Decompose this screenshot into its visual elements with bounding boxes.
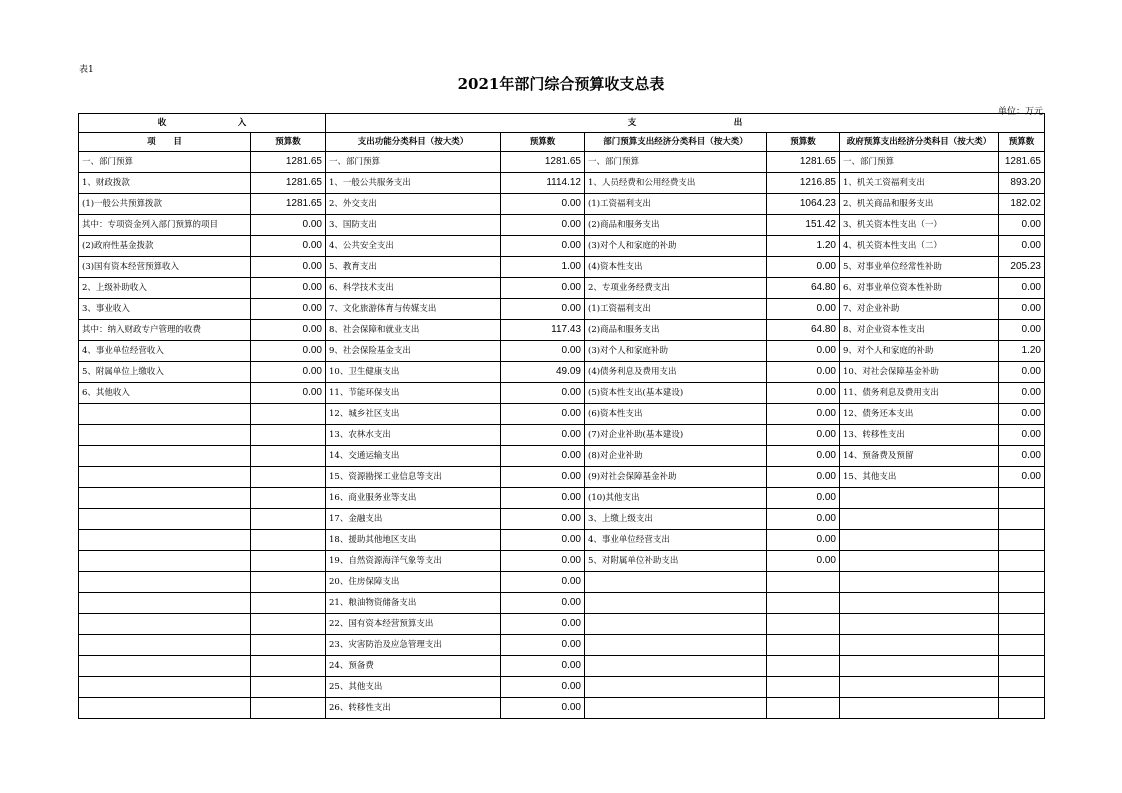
func-item: 16、商业服务业等支出 — [326, 488, 501, 509]
gov-item — [840, 635, 999, 656]
gov-item — [840, 614, 999, 635]
gov-value: 0.00 — [999, 446, 1045, 467]
func-item: 13、农林水支出 — [326, 425, 501, 446]
gov-value — [999, 698, 1045, 719]
col-header-dept-econ-class: 部门预算支出经济分类科目（按大类） — [585, 133, 767, 152]
income-value: 0.00 — [251, 299, 326, 320]
income-item — [79, 677, 251, 698]
income-value — [251, 404, 326, 425]
func-value: 0.00 — [501, 467, 585, 488]
header-row-group — [79, 114, 1045, 133]
gov-item: 3、机关资本性支出（一） — [840, 215, 999, 236]
income-item: 4、事业单位经营收入 — [79, 341, 251, 362]
gov-value: 1281.65 — [999, 152, 1045, 173]
dept-value: 1281.65 — [767, 152, 840, 173]
income-value — [251, 551, 326, 572]
income-item: 3、事业收入 — [79, 299, 251, 320]
table-row — [79, 593, 1045, 614]
income-value: 0.00 — [251, 278, 326, 299]
expense-group-header — [326, 114, 1045, 133]
func-value: 0.00 — [501, 551, 585, 572]
table-row — [79, 194, 1045, 215]
func-item: 14、交通运输支出 — [326, 446, 501, 467]
col-header-func-budget: 预算数 — [501, 133, 585, 152]
gov-item: 11、债务利息及费用支出 — [840, 383, 999, 404]
income-value — [251, 530, 326, 551]
table-row — [79, 341, 1045, 362]
dept-value — [767, 698, 840, 719]
func-item: 15、资源勘探工业信息等支出 — [326, 467, 501, 488]
income-char-1: 收 — [157, 117, 167, 128]
gov-item: 14、预备费及预留 — [840, 446, 999, 467]
func-value: 0.00 — [501, 299, 585, 320]
sheet-id: 表1 — [79, 65, 94, 75]
income-value — [251, 677, 326, 698]
dept-item: 3、上缴上级支出 — [585, 509, 767, 530]
table-row — [79, 698, 1045, 719]
income-item — [79, 551, 251, 572]
func-item: 19、自然资源海洋气象等支出 — [326, 551, 501, 572]
func-value: 0.00 — [501, 341, 585, 362]
dept-value: 1.20 — [767, 236, 840, 257]
func-value: 0.00 — [501, 635, 585, 656]
func-value: 0.00 — [501, 446, 585, 467]
table-row — [79, 152, 1045, 173]
gov-item: 10、对社会保障基金补助 — [840, 362, 999, 383]
gov-value: 0.00 — [999, 320, 1045, 341]
income-group-header — [79, 114, 326, 133]
gov-item: 4、机关资本性支出（二） — [840, 236, 999, 257]
table-row — [79, 215, 1045, 236]
dept-item — [585, 635, 767, 656]
func-value: 0.00 — [501, 614, 585, 635]
gov-item: 一、部门预算 — [840, 152, 999, 173]
col-header-income-budget: 预算数 — [251, 133, 326, 152]
dept-value — [767, 635, 840, 656]
gov-value: 205.23 — [999, 257, 1045, 278]
table-row — [79, 278, 1045, 299]
func-item: 20、住房保障支出 — [326, 572, 501, 593]
income-item: 5、附属单位上缴收入 — [79, 362, 251, 383]
dept-item — [585, 677, 767, 698]
income-value: 1281.65 — [251, 173, 326, 194]
dept-value: 0.00 — [767, 383, 840, 404]
dept-item: (2)商品和服务支出 — [585, 320, 767, 341]
func-value: 0.00 — [501, 383, 585, 404]
table-row — [79, 677, 1045, 698]
dept-item: (1)工资福利支出 — [585, 194, 767, 215]
dept-value — [767, 614, 840, 635]
income-value — [251, 593, 326, 614]
gov-item: 13、转移性支出 — [840, 425, 999, 446]
gov-value: 0.00 — [999, 362, 1045, 383]
dept-item: (7)对企业补助(基本建设) — [585, 425, 767, 446]
func-value: 49.09 — [501, 362, 585, 383]
dept-item: (1)工资福利支出 — [585, 299, 767, 320]
dept-item: (5)资本性支出(基本建设) — [585, 383, 767, 404]
dept-value: 0.00 — [767, 488, 840, 509]
dept-value: 0.00 — [767, 362, 840, 383]
gov-item — [840, 656, 999, 677]
income-value: 0.00 — [251, 362, 326, 383]
gov-value: 0.00 — [999, 299, 1045, 320]
table-row — [79, 656, 1045, 677]
func-item: 26、转移性支出 — [326, 698, 501, 719]
dept-item — [585, 656, 767, 677]
income-item: 一、部门预算 — [79, 152, 251, 173]
dept-item: (8)对企业补助 — [585, 446, 767, 467]
gov-item: 2、机关商品和服务支出 — [840, 194, 999, 215]
func-item: 25、其他支出 — [326, 677, 501, 698]
table-row — [79, 257, 1045, 278]
table-row — [79, 446, 1045, 467]
header-row-columns — [79, 133, 1045, 152]
dept-item — [585, 614, 767, 635]
table-row — [79, 572, 1045, 593]
gov-value: 0.00 — [999, 425, 1045, 446]
table-row — [79, 635, 1045, 656]
table-row — [79, 404, 1045, 425]
gov-item — [840, 551, 999, 572]
func-value: 0.00 — [501, 656, 585, 677]
income-item: 6、其他收入 — [79, 383, 251, 404]
func-value: 0.00 — [501, 236, 585, 257]
income-value: 0.00 — [251, 236, 326, 257]
func-value: 0.00 — [501, 509, 585, 530]
func-item: 18、援助其他地区支出 — [326, 530, 501, 551]
income-value — [251, 614, 326, 635]
gov-item: 8、对企业资本性支出 — [840, 320, 999, 341]
dept-value: 0.00 — [767, 257, 840, 278]
gov-value: 0.00 — [999, 278, 1045, 299]
gov-item: 6、对事业单位资本性补助 — [840, 278, 999, 299]
gov-value — [999, 551, 1045, 572]
func-value: 0.00 — [501, 593, 585, 614]
gov-value — [999, 656, 1045, 677]
income-item: 1、财政拨款 — [79, 173, 251, 194]
gov-item: 12、债务还本支出 — [840, 404, 999, 425]
func-item: 10、卫生健康支出 — [326, 362, 501, 383]
col-header-func-class: 支出功能分类科目（按大类） — [326, 133, 501, 152]
gov-item — [840, 698, 999, 719]
income-value — [251, 467, 326, 488]
dept-value: 151.42 — [767, 215, 840, 236]
table-row — [79, 614, 1045, 635]
income-item: 其中：专项资金列入部门预算的项目 — [79, 215, 251, 236]
func-value: 0.00 — [501, 572, 585, 593]
gov-item: 1、机关工资福利支出 — [840, 173, 999, 194]
func-item: 1、一般公共服务支出 — [326, 173, 501, 194]
dept-item: (2)商品和服务支出 — [585, 215, 767, 236]
income-item — [79, 404, 251, 425]
func-item: 3、国防支出 — [326, 215, 501, 236]
func-value: 0.00 — [501, 215, 585, 236]
income-value: 0.00 — [251, 215, 326, 236]
func-item: 9、社会保险基金支出 — [326, 341, 501, 362]
unit-label: 单位：万元 — [997, 107, 1043, 117]
gov-value — [999, 593, 1045, 614]
gov-value: 0.00 — [999, 215, 1045, 236]
dept-item: 4、事业单位经营支出 — [585, 530, 767, 551]
gov-item: 5、对事业单位经常性补助 — [840, 257, 999, 278]
dept-item — [585, 698, 767, 719]
col-header-dept-budget: 预算数 — [767, 133, 840, 152]
dept-value — [767, 572, 840, 593]
income-item — [79, 467, 251, 488]
income-value: 0.00 — [251, 320, 326, 341]
income-item: (2)政府性基金拨款 — [79, 236, 251, 257]
dept-item: (3)对个人和家庭的补助 — [585, 236, 767, 257]
func-item: 24、预备费 — [326, 656, 501, 677]
income-value — [251, 656, 326, 677]
income-item — [79, 425, 251, 446]
dept-value — [767, 656, 840, 677]
table-row — [79, 362, 1045, 383]
income-item — [79, 530, 251, 551]
dept-value: 0.00 — [767, 404, 840, 425]
income-value: 1281.65 — [251, 152, 326, 173]
gov-value: 182.02 — [999, 194, 1045, 215]
func-item: 12、城乡社区支出 — [326, 404, 501, 425]
dept-value: 64.80 — [767, 320, 840, 341]
page-title: 2021年部门综合预算收支总表 — [457, 75, 665, 93]
func-value: 1114.12 — [501, 173, 585, 194]
income-item — [79, 656, 251, 677]
expense-char-2: 出 — [733, 117, 743, 128]
dept-value: 1064.23 — [767, 194, 840, 215]
income-value: 0.00 — [251, 257, 326, 278]
gov-item — [840, 572, 999, 593]
dept-item: (9)对社会保障基金补助 — [585, 467, 767, 488]
dept-item — [585, 593, 767, 614]
table-row — [79, 467, 1045, 488]
func-value: 0.00 — [501, 194, 585, 215]
budget-table — [78, 113, 1045, 719]
income-item: (3)国有资本经营预算收入 — [79, 257, 251, 278]
income-value: 0.00 — [251, 383, 326, 404]
func-item: 4、公共安全支出 — [326, 236, 501, 257]
func-value: 0.00 — [501, 404, 585, 425]
func-item: 2、外交支出 — [326, 194, 501, 215]
income-value — [251, 635, 326, 656]
gov-value: 893.20 — [999, 173, 1045, 194]
gov-value: 0.00 — [999, 383, 1045, 404]
dept-item: (4)债务利息及费用支出 — [585, 362, 767, 383]
dept-value — [767, 677, 840, 698]
col-header-gov-econ-class: 政府预算支出经济分类科目（按大类） — [840, 133, 999, 152]
dept-item — [585, 572, 767, 593]
dept-item: (6)资本性支出 — [585, 404, 767, 425]
func-value: 117.43 — [501, 320, 585, 341]
func-value: 0.00 — [501, 530, 585, 551]
gov-value — [999, 530, 1045, 551]
func-value: 1.00 — [501, 257, 585, 278]
income-item — [79, 446, 251, 467]
income-value: 0.00 — [251, 341, 326, 362]
func-value: 0.00 — [501, 677, 585, 698]
table-body — [79, 152, 1045, 719]
func-item: 17、金融支出 — [326, 509, 501, 530]
gov-value: 0.00 — [999, 236, 1045, 257]
func-item: 11、节能环保支出 — [326, 383, 501, 404]
gov-value — [999, 635, 1045, 656]
table-row — [79, 173, 1045, 194]
func-value: 1281.65 — [501, 152, 585, 173]
func-item: 一、部门预算 — [326, 152, 501, 173]
gov-item: 9、对个人和家庭的补助 — [840, 341, 999, 362]
dept-item: 5、对附属单位补助支出 — [585, 551, 767, 572]
table-row — [79, 236, 1045, 257]
dept-value: 0.00 — [767, 341, 840, 362]
gov-value — [999, 677, 1045, 698]
gov-item — [840, 677, 999, 698]
func-item: 22、国有资本经营预算支出 — [326, 614, 501, 635]
income-value — [251, 572, 326, 593]
func-value: 0.00 — [501, 425, 585, 446]
dept-value: 1216.85 — [767, 173, 840, 194]
income-item — [79, 614, 251, 635]
income-item: 其中：纳入财政专户管理的收费 — [79, 320, 251, 341]
gov-item — [840, 488, 999, 509]
gov-value — [999, 572, 1045, 593]
func-item: 5、教育支出 — [326, 257, 501, 278]
income-item — [79, 698, 251, 719]
dept-value — [767, 593, 840, 614]
income-item — [79, 509, 251, 530]
table-row — [79, 530, 1045, 551]
gov-item — [840, 530, 999, 551]
gov-value: 0.00 — [999, 467, 1045, 488]
income-value — [251, 488, 326, 509]
table-row — [79, 383, 1045, 404]
gov-item: 7、对企业补助 — [840, 299, 999, 320]
dept-value: 0.00 — [767, 509, 840, 530]
income-value — [251, 425, 326, 446]
func-item: 21、粮油物资储备支出 — [326, 593, 501, 614]
gov-item: 15、其他支出 — [840, 467, 999, 488]
dept-value: 0.00 — [767, 467, 840, 488]
income-item — [79, 635, 251, 656]
col-header-gov-budget: 预算数 — [999, 133, 1045, 152]
table-row — [79, 488, 1045, 509]
func-value: 0.00 — [501, 278, 585, 299]
func-value: 0.00 — [501, 488, 585, 509]
income-value — [251, 446, 326, 467]
dept-item: (10)其他支出 — [585, 488, 767, 509]
col-header-item: 项 目 — [79, 133, 251, 152]
income-item — [79, 572, 251, 593]
dept-value: 64.80 — [767, 278, 840, 299]
income-item — [79, 488, 251, 509]
table-row — [79, 320, 1045, 341]
func-item: 8、社会保障和就业支出 — [326, 320, 501, 341]
gov-value: 1.20 — [999, 341, 1045, 362]
income-char-2: 入 — [237, 117, 247, 128]
table-row — [79, 299, 1045, 320]
income-item: (1)一般公共预算拨款 — [79, 194, 251, 215]
dept-value: 0.00 — [767, 425, 840, 446]
dept-value: 0.00 — [767, 299, 840, 320]
table-row — [79, 425, 1045, 446]
gov-item — [840, 593, 999, 614]
dept-item: (4)资本性支出 — [585, 257, 767, 278]
gov-value — [999, 509, 1045, 530]
func-item: 23、灾害防治及应急管理支出 — [326, 635, 501, 656]
income-item: 2、上级补助收入 — [79, 278, 251, 299]
gov-value — [999, 488, 1045, 509]
dept-item: (3)对个人和家庭补助 — [585, 341, 767, 362]
table-row — [79, 551, 1045, 572]
dept-value: 0.00 — [767, 551, 840, 572]
func-item: 7、文化旅游体育与传媒支出 — [326, 299, 501, 320]
gov-value: 0.00 — [999, 404, 1045, 425]
dept-value: 0.00 — [767, 446, 840, 467]
income-value — [251, 509, 326, 530]
expense-char-1: 支 — [627, 117, 637, 128]
gov-value — [999, 614, 1045, 635]
income-value: 1281.65 — [251, 194, 326, 215]
func-item: 6、科学技术支出 — [326, 278, 501, 299]
gov-item — [840, 509, 999, 530]
dept-item: 一、部门预算 — [585, 152, 767, 173]
func-value: 0.00 — [501, 698, 585, 719]
dept-value: 0.00 — [767, 530, 840, 551]
table-row — [79, 509, 1045, 530]
dept-item: 1、人员经费和公用经费支出 — [585, 173, 767, 194]
income-item — [79, 593, 251, 614]
income-value — [251, 698, 326, 719]
dept-item: 2、专项业务经费支出 — [585, 278, 767, 299]
